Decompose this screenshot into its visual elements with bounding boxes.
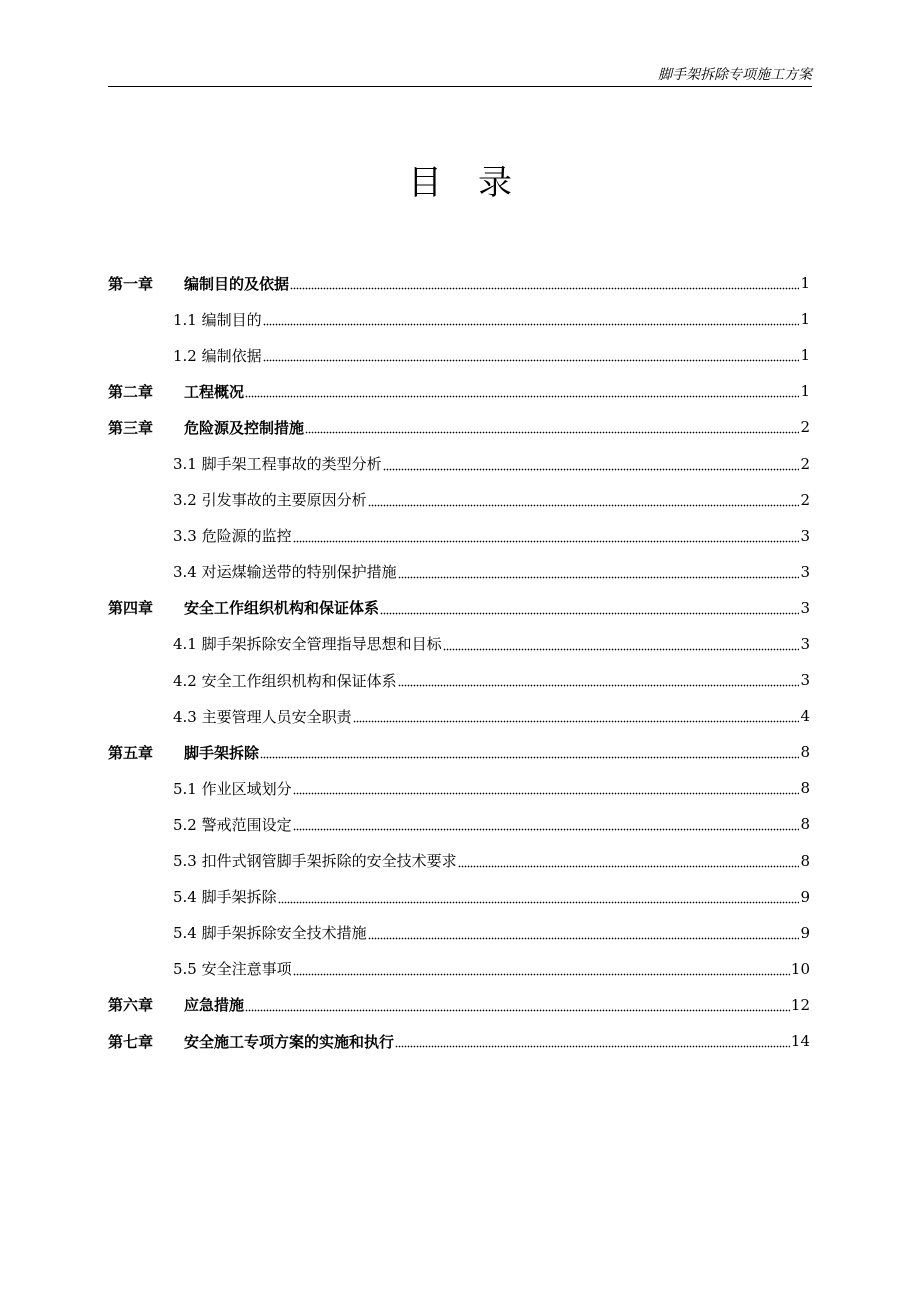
toc-page-number: 10 xyxy=(790,959,810,978)
toc-section-entry[interactable] xyxy=(108,698,810,734)
toc-section-entry[interactable] xyxy=(108,445,810,481)
toc-page-number: 1 xyxy=(800,382,810,401)
toc-dot-leader xyxy=(368,926,800,940)
toc-page-number: 3 xyxy=(800,671,810,690)
toc-chapter-entry[interactable] xyxy=(108,590,810,626)
toc-entry-title: 3.2 引发事故的主要原因分析 xyxy=(173,491,367,510)
toc-chapter-number: 第一章 xyxy=(108,274,154,293)
toc-page-number: 14 xyxy=(790,1032,810,1051)
toc-dot-leader xyxy=(398,673,800,687)
toc-entry-title: 5.3 扣件式钢管脚手架拆除的安全技术要求 xyxy=(173,852,457,871)
toc-dot-leader xyxy=(293,781,800,795)
toc-section-entry[interactable] xyxy=(108,806,810,842)
toc-section-entry[interactable] xyxy=(108,626,810,662)
toc-section-entry[interactable] xyxy=(108,482,810,518)
toc-section-entry[interactable] xyxy=(108,951,810,987)
toc-dot-leader xyxy=(263,312,800,326)
toc-dot-leader xyxy=(245,384,799,398)
toc-page-number: 2 xyxy=(800,454,810,473)
toc-page-number: 2 xyxy=(800,490,810,509)
toc-page-number: 9 xyxy=(800,887,810,906)
toc-entry-title: 1.1 编制目的 xyxy=(173,310,262,329)
toc-entry-title: 1.2 编制依据 xyxy=(173,346,262,365)
toc-page-number: 3 xyxy=(800,634,810,653)
toc-dot-leader xyxy=(458,854,800,868)
toc-section-entry[interactable] xyxy=(108,554,810,590)
toc-entry-title: 3.3 危险源的监控 xyxy=(173,527,292,546)
toc-dot-leader xyxy=(380,601,799,615)
toc-dot-leader xyxy=(290,276,799,290)
toc-chapter-number: 第四章 xyxy=(108,599,154,618)
toc-dot-leader xyxy=(383,457,800,471)
toc-page-number: 1 xyxy=(800,310,810,329)
toc-chapter-number: 第三章 xyxy=(108,418,154,437)
toc-entry-title: 4.2 安全工作组织机构和保证体系 xyxy=(173,671,397,690)
toc-entry-title: 5.5 安全注意事项 xyxy=(173,960,292,979)
toc-entry-title: 5.2 警戒范围设定 xyxy=(173,815,292,834)
toc-chapter-number: 第二章 xyxy=(108,382,154,401)
toc-entry-title: 应急措施 xyxy=(184,996,245,1015)
toc-entry-title: 工程概况 xyxy=(184,382,245,401)
toc-dot-leader xyxy=(353,709,800,723)
toc-chapter-entry[interactable] xyxy=(108,1023,810,1059)
toc-dot-leader xyxy=(395,1034,790,1048)
toc-entry-title: 安全施工专项方案的实施和执行 xyxy=(184,1032,395,1051)
toc-dot-leader xyxy=(398,565,800,579)
toc-entry-title: 3.4 对运煤输送带的特别保护措施 xyxy=(173,563,397,582)
toc-section-entry[interactable] xyxy=(108,518,810,554)
toc-page-number: 12 xyxy=(790,995,810,1014)
toc-page-number: 8 xyxy=(800,851,810,870)
toc-dot-leader xyxy=(245,998,790,1012)
toc-entry-title: 4.1 脚手架拆除安全管理指导思想和目标 xyxy=(173,635,442,654)
toc-section-entry[interactable] xyxy=(108,337,810,373)
toc-chapter-entry[interactable] xyxy=(108,409,810,445)
toc-section-entry[interactable] xyxy=(108,879,810,915)
toc-entry-title: 危险源及控制措施 xyxy=(184,418,305,437)
toc-chapter-entry[interactable] xyxy=(108,373,810,409)
toc-chapter-entry[interactable] xyxy=(108,987,810,1023)
toc-entry-title: 5.4 脚手架拆除 xyxy=(173,888,277,907)
toc-chapter-entry[interactable] xyxy=(108,265,810,301)
toc-section-entry[interactable] xyxy=(108,662,810,698)
toc-dot-leader xyxy=(293,817,800,831)
toc-chapter-number: 第六章 xyxy=(108,996,154,1015)
toc-entry-title: 编制目的及依据 xyxy=(184,274,290,293)
toc-page-number: 1 xyxy=(800,274,810,293)
toc-chapter-number: 第七章 xyxy=(108,1032,154,1051)
toc-page-number: 3 xyxy=(800,562,810,581)
toc-dot-leader xyxy=(305,420,799,434)
toc-page-number: 8 xyxy=(800,779,810,798)
toc-chapter-number: 第五章 xyxy=(108,743,154,762)
toc-page-number: 3 xyxy=(800,598,810,617)
toc-section-entry[interactable] xyxy=(108,770,810,806)
toc-page-number: 4 xyxy=(800,707,810,726)
toc-entry-title: 安全工作组织机构和保证体系 xyxy=(184,599,380,618)
toc-section-entry[interactable] xyxy=(108,301,810,337)
toc-page-number: 2 xyxy=(800,418,810,437)
toc-page-number: 9 xyxy=(800,923,810,942)
toc-entry-title: 脚手架拆除 xyxy=(184,743,260,762)
toc-dot-leader xyxy=(368,493,800,507)
toc-dot-leader xyxy=(260,745,799,759)
toc-dot-leader xyxy=(443,637,800,651)
toc-list xyxy=(108,265,810,1059)
toc-entry-title: 4.3 主要管理人员安全职责 xyxy=(173,707,352,726)
toc-entry-title: 3.1 脚手架工程事故的类型分析 xyxy=(173,455,382,474)
toc-dot-leader xyxy=(293,529,800,543)
toc-title: 目录 xyxy=(408,163,548,203)
page-header xyxy=(108,66,812,87)
toc-section-entry[interactable] xyxy=(108,843,810,879)
toc-entry-title: 5.4 脚手架拆除安全技术措施 xyxy=(173,924,367,943)
toc-dot-leader xyxy=(263,348,800,362)
toc-chapter-entry[interactable] xyxy=(108,734,810,770)
header-title: 脚手架拆除专项施工方案 xyxy=(658,67,812,83)
toc-dot-leader xyxy=(278,890,800,904)
toc-page-number: 8 xyxy=(800,815,810,834)
toc-page-number: 1 xyxy=(800,346,810,365)
toc-section-entry[interactable] xyxy=(108,915,810,951)
toc-dot-leader xyxy=(293,962,790,976)
toc-entry-title: 5.1 作业区域划分 xyxy=(173,779,292,798)
toc-page-number: 3 xyxy=(800,526,810,545)
toc-page-number: 8 xyxy=(800,743,810,762)
